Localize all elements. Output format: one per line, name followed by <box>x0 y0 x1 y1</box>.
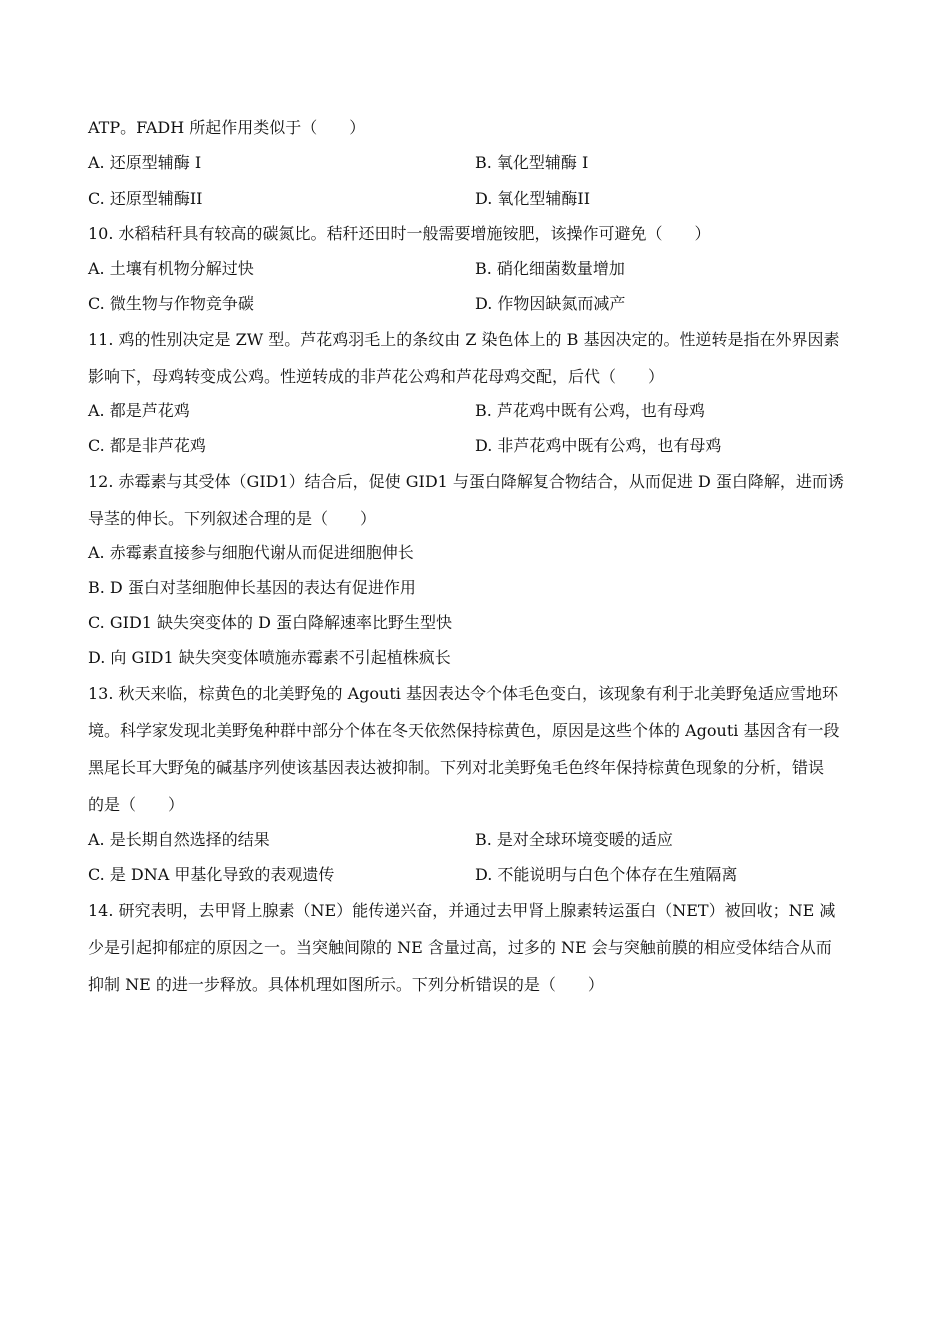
q10-option-a: A. 土壤有机物分解过快 <box>88 259 254 278</box>
q13-stem-line4: 的是（ ） <box>88 795 185 814</box>
q12-stem-line1: 12. 赤霉素与其受体（GID1）结合后，促使 GID1 与蛋白降解复合物结合，从而促进 D 蛋白降解，进而诱 <box>88 472 844 491</box>
q10-stem: 10. 水稻秸秆具有较高的碳氮比。秸秆还田时一般需要增施铵肥，该操作可避免（ ） <box>88 224 711 243</box>
q13-option-d: D. 不能说明与白色个体存在生殖隔离 <box>475 865 738 884</box>
q10-option-d: D. 作物因缺氮而减产 <box>475 294 626 313</box>
q11-option-c: C. 都是非芦花鸡 <box>88 436 206 455</box>
q11-stem-line1: 11. 鸡的性别决定是 ZW 型。芦花鸡羽毛上的条纹由 Z 染色体上的 B 基因决定的。性逆转是指在外界因素 <box>88 330 840 349</box>
q9-option-b: B. 氧化型辅酶 I <box>475 153 589 172</box>
q13-option-a: A. 是长期自然选择的结果 <box>88 830 270 849</box>
q12-option-d: D. 向 GID1 缺失突变体喷施赤霉素不引起植株疯长 <box>88 648 451 667</box>
q9-stem-tail: ATP。FADH 所起作用类似于（ ） <box>88 118 366 137</box>
q12-option-b: B. D 蛋白对茎细胞伸长基因的表达有促进作用 <box>88 578 416 597</box>
q14-stem-line1: 14. 研究表明，去甲肾上腺素（NE）能传递兴奋，并通过去甲肾上腺素转运蛋白（NET）被回收；NE 减 <box>88 901 836 920</box>
q12-stem-line2: 导茎的伸长。下列叙述合理的是（ ） <box>88 509 377 528</box>
q9-option-c: C. 还原型辅酶II <box>88 189 203 208</box>
q13-stem-line1: 13. 秋天来临，棕黄色的北美野兔的 Agouti 基因表达令个体毛色变白，该现象有利于北美野兔适应雪地环 <box>88 684 838 703</box>
q10-option-b: B. 硝化细菌数量增加 <box>475 259 625 278</box>
q11-option-b: B. 芦花鸡中既有公鸡，也有母鸡 <box>475 401 705 420</box>
q13-option-c: C. 是 DNA 甲基化导致的表观遗传 <box>88 865 335 884</box>
q13-option-b: B. 是对全球环境变暖的适应 <box>475 830 673 849</box>
q12-option-a: A. 赤霉素直接参与细胞代谢从而促进细胞伸长 <box>88 543 414 562</box>
q14-stem-line2: 少是引起抑郁症的原因之一。当突触间隙的 NE 含量过高，过多的 NE 会与突触前膜的相应受体结合从而 <box>88 938 832 957</box>
q14-stem-line3: 抑制 NE 的进一步释放。具体机理如图所示。下列分析错误的是（ ） <box>88 975 604 994</box>
q11-stem-line2: 影响下，母鸡转变成公鸡。性逆转成的非芦花公鸡和芦花母鸡交配，后代（ ） <box>88 367 665 386</box>
q10-option-c: C. 微生物与作物竞争碳 <box>88 294 254 313</box>
q9-option-d: D. 氧化型辅酶II <box>475 189 591 208</box>
q13-stem-line2: 境。科学家发现北美野兔种群中部分个体在冬天依然保持棕黄色，原因是这些个体的 Agouti 基因含有一段 <box>88 721 840 740</box>
q13-stem-line3: 黑尾长耳大野兔的碱基序列使该基因表达被抑制。下列对北美野兔毛色终年保持棕黄色现象的分析，错误 <box>88 758 825 777</box>
q11-option-a: A. 都是芦花鸡 <box>88 401 190 420</box>
q12-option-c: C. GID1 缺失突变体的 D 蛋白降解速率比野生型快 <box>88 613 453 632</box>
q9-option-a: A. 还原型辅酶 I <box>88 153 202 172</box>
q11-option-d: D. 非芦花鸡中既有公鸡，也有母鸡 <box>475 436 722 455</box>
